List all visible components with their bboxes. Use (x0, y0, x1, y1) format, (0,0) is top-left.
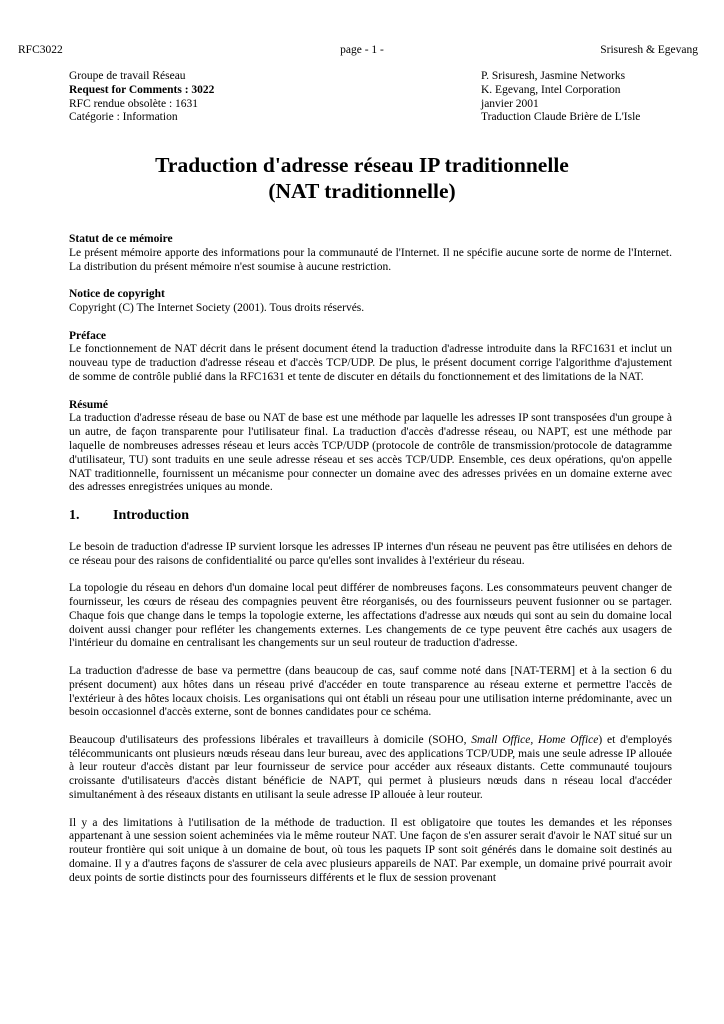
intro-paragraph-5: Il y a des limitations à l'utilisation de la méthode de traduction. Il est obligatoire que toutes les demandes et les réponses appartenant à une session soient acheminées via le même routeur NAT. Une façon de s'en assurer serait d'avoir le NAT situé sur un routeur frontière qui soit unique à un domaine de bout, où tous les paquets IP sont soit générés dans le domaine soit destinés au domaine. Il y a d'autres façons de s'assurer de cela avec plusieurs appareils de NAT. Par exemple, un domaine privé pourrait avoir deux points de sortie distincts pour des fournisseurs différents et le flux de session provenant (69, 816, 672, 884)
preface-heading: Préface (69, 329, 107, 342)
intro-paragraph-3: La traduction d'adresse de base va permettre (dans beaucoup de cas, sauf comme noté dans [NAT-TERM] et à la section 6 du présent document) aux hôtes dans un réseau privé d'accéder en toute transparence au réseau externe et permettre l'accès de l'extérieur à des hôtes locaux choisis. Les organisations qui ont établi un réseau pour une utilisation interne prédominante, avec un besoin occasionnel d'accès externe, sont de bonnes candidates pour ce schéma. (69, 664, 672, 719)
title-line-1: Traduction d'adresse réseau IP traditionnelle (155, 153, 569, 177)
section-1-number: 1. (69, 507, 80, 523)
date: janvier 2001 (481, 97, 539, 110)
intro-paragraph-4 (69, 734, 672, 803)
section-1-heading (69, 509, 672, 523)
working-group: Groupe de travail Réseau (69, 70, 186, 82)
title-line-2: (NAT traditionnelle) (268, 179, 456, 203)
copyright-text: Copyright (C) The Internet Society (2001). Tous droits réservés. (69, 301, 365, 314)
rfc-number: Request for Comments : 3022 (69, 83, 215, 96)
intro-paragraph-4-start: Beaucoup d'utilisateurs des professions libérales et travailleurs à domicile (SOHO, (69, 733, 472, 746)
intro-paragraph-1: Le besoin de traduction d'adresse IP survient lorsque les adresses IP internes d'un réseau ne peuvent pas être utilisées en dehors de ce réseau pour des raisons de confidentialité ou parce qu'elles sont invalides à l'extérieur du réseau. (69, 540, 672, 567)
resume-heading: Résumé (69, 398, 108, 411)
rfc-header-right (481, 70, 711, 125)
document-title (0, 152, 724, 204)
intro-paragraph-4-end: ) et d'employés télécommunicants ont plusieurs nœuds réseau dans leur bureau, avec des applications TCP/UDP, mais une seule adresse IP allouée à leur routeur d'accès distant par leur fournisseur de service pour accéder aux réseaux distants. Cette communauté toujours croissante d'utilisateurs d'accès distant bénéficie de NAPT, qui permet à plusieurs nœuds dans n réseau local d'accéder simultanément à des réseaux distants en utilisant la seule adresse IP allouée à leur routeur. (69, 733, 673, 802)
author-1: P. Srisuresh, Jasmine Networks (481, 70, 626, 82)
soho-expansion: Small Office, Home Office (471, 733, 599, 746)
copyright-heading: Notice de copyright (69, 288, 165, 301)
running-header-left: RFC3022 (18, 44, 63, 56)
running-header-right: Srisuresh & Egevang (600, 44, 698, 56)
rfc-header-left (69, 70, 449, 125)
category: Catégorie : Information (69, 111, 178, 124)
translator: Traduction Claude Brière de L'Isle (481, 111, 641, 124)
resume-text: La traduction d'adresse réseau de base ou NAT de base est une méthode par laquelle les adresses IP sont transposées d'un groupe à un autre, de façon transparente pour l'utilisateur final. La traduction d'accès d'adresse réseau, ou NAPT, est une méthode par laquelle de nombreuses adresses réseau et leurs accès TCP/UDP (protocole de contrôle de transmission/protocole de datagramme d'utilisateur, TU) sont traduits en une seule adresse réseau et ses accès TCP/UDP. Ensemble, ces deux opérations, qu'on appelle NAT traditionnelle, fournissent un mécanisme pour connecter un domaine avec des adresses privées en un domaine externe avec des adresses enregistrées uniques au monde. (69, 412, 672, 494)
intro-paragraph-2: La topologie du réseau en dehors d'un domaine local peut différer de nombreuses façons. Les consommateurs peuvent changer de fournisseur, les cœurs de réseau des compagnies peuvent être réorganisés, ou des fournisseurs peuvent fusionner ou se partager. Chaque fois que change dans le temps la topologie externe, les affectations d'adresse aux nœuds qui sont au sein du domaine local doivent aussi changer pour refléter les changements externes. Les changements de ce type peuvent être cachés aux usagers de l'intérieur du domaine en centralisant les changements sur un seul routeur de traduction d'adresse. (69, 582, 672, 650)
statut-heading: Statut de ce mémoire (69, 233, 173, 245)
preface-text: Le fonctionnement de NAT décrit dans le présent document étend la traduction d'adresse introduite dans la RFC1631 et inclut un nouveau type de traduction d'adresse réseau et d'accès TCP/UDP. De plus, le présent document corrige l'algorithme d'ajustement de somme de contrôle publié dans la RFC1631 et tente de discuter en détails du fonctionnement et des limitations de la NAT. (69, 343, 672, 383)
document-body (69, 233, 672, 899)
page-number: page - 1 - (340, 44, 384, 56)
obsoletes: RFC rendue obsolète : 1631 (69, 97, 199, 110)
statut-text: Le présent mémoire apporte des informations pour la communauté de l'Internet. Il ne spécifie aucune sorte de norme de l'Internet. La distribution du présent mémoire n'est soumise à aucune restriction. (69, 246, 672, 273)
author-2: K. Egevang, Intel Corporation (481, 83, 621, 96)
section-1-title: Introduction (113, 507, 189, 523)
